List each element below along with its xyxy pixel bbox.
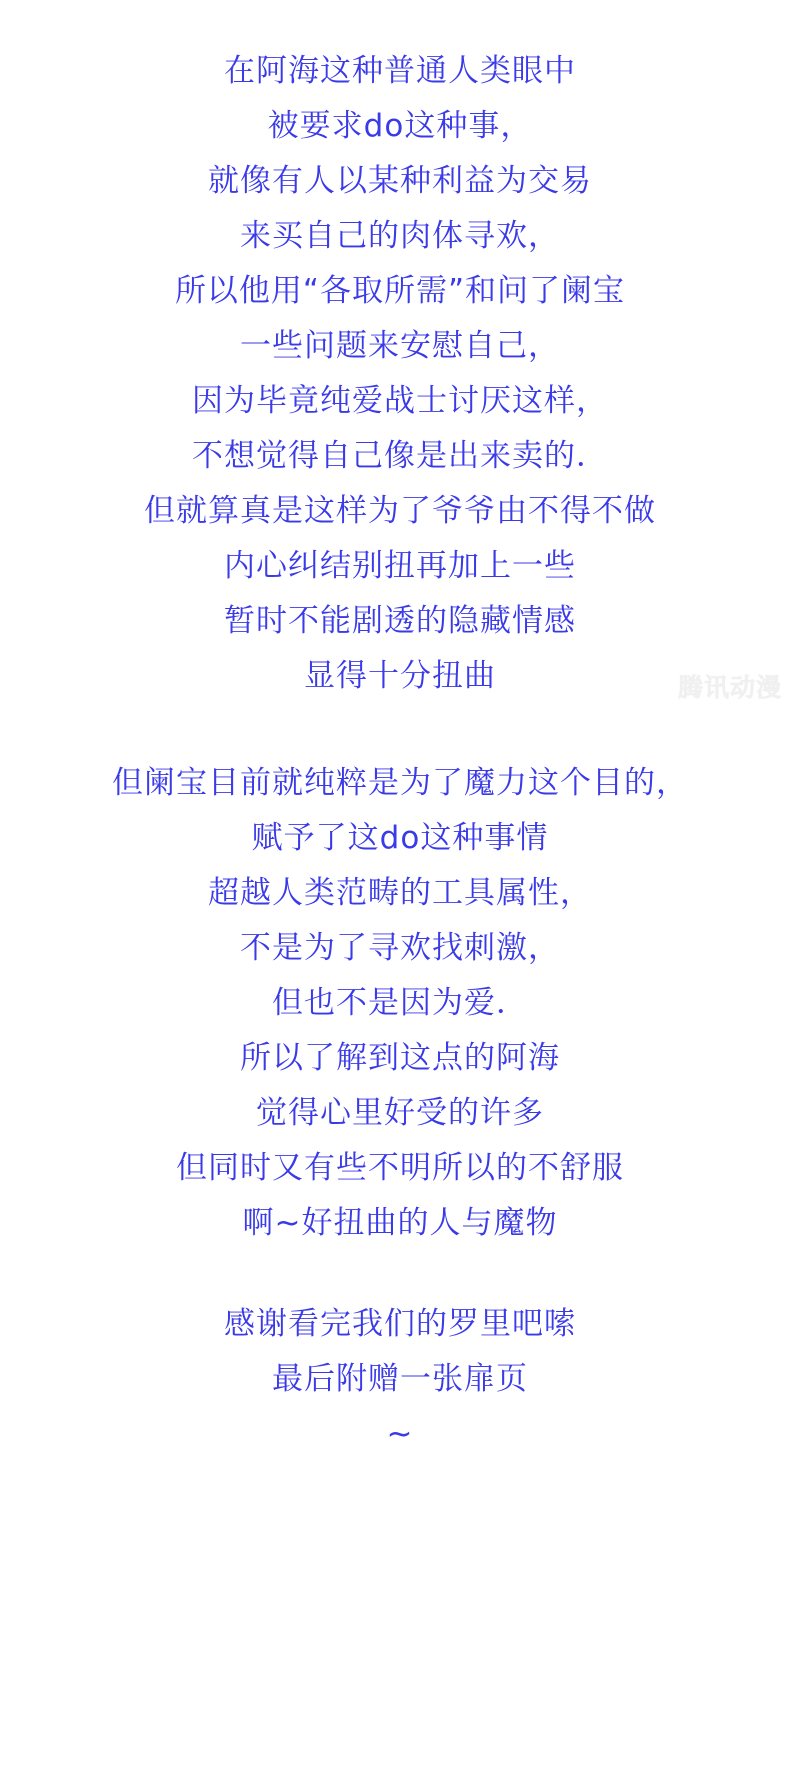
text-line: 但阑宝目前就纯粹是为了魔力这个目的， <box>112 765 688 801</box>
text-line: 被要求do这种事， <box>267 108 533 144</box>
text-line: ~ <box>386 1416 414 1452</box>
text-block-1 <box>40 44 760 704</box>
text-line: 啊~好扭曲的人与魔物 <box>242 1205 558 1241</box>
text-line: 显得十分扭曲 <box>304 658 496 694</box>
text-block-2 <box>40 756 760 1251</box>
text-line: 不想觉得自己像是出来卖的． <box>192 438 608 474</box>
text-line: 但同时又有些不明所以的不舒服 <box>176 1150 624 1186</box>
text-line: 暂时不能剧透的隐藏情感 <box>224 603 576 639</box>
text-line: 但也不是因为爱． <box>272 985 528 1021</box>
block-spacer <box>40 704 760 756</box>
text-line: 因为毕竟纯爱战士讨厌这样， <box>192 383 608 419</box>
text-line: 一些问题来安慰自己， <box>240 328 560 364</box>
watermark-logo: 腾讯动漫 <box>677 673 782 702</box>
block-spacer <box>40 1251 760 1297</box>
text-line: 来买自己的肉体寻欢， <box>240 218 560 254</box>
text-line: 就像有人以某种利益为交易 <box>208 163 592 199</box>
text-line: 在阿海这种普通人类眼中 <box>224 53 576 89</box>
text-line: 但就算真是这样为了爷爷由不得不做 <box>144 493 656 529</box>
text-line: 所以了解到这点的阿海 <box>240 1040 560 1076</box>
text-line: 所以他用“各取所需”和问了阑宝 <box>174 273 626 309</box>
text-line: 最后附赠一张扉页 <box>272 1361 528 1397</box>
text-line: 超越人类范畴的工具属性， <box>208 875 592 911</box>
text-block-3 <box>40 1297 760 1462</box>
text-line: 赋予了这do这种事情 <box>251 820 549 856</box>
text-line: 内心纠结别扭再加上一些 <box>224 548 576 584</box>
text-line: 感谢看完我们的罗里吧嗦 <box>224 1306 576 1342</box>
text-line: 不是为了寻欢找刺激， <box>240 930 560 966</box>
text-line: 觉得心里好受的许多 <box>256 1095 544 1131</box>
